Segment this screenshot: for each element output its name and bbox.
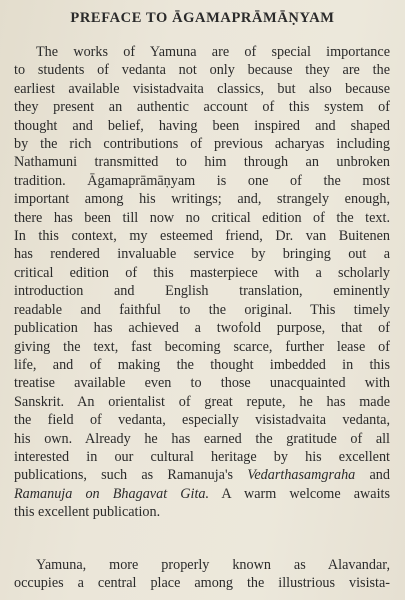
text-line: introduction and English translation, eminently [14, 283, 390, 300]
text-line: has rendered invaluable service by bringing out a [14, 246, 390, 263]
text-line: this excellent publication. [14, 504, 161, 521]
text-line: life, and of making the thought imbedded in this [14, 356, 390, 373]
text-line: they present an authentic account of this system of [14, 99, 390, 116]
text-line [14, 466, 390, 484]
text-line: occupies a central place among the illustrious visista- [14, 575, 390, 592]
text-line: his own. Already he has earned the gratitude of all [14, 430, 390, 447]
text-line: earliest available visistadvaita classics, but also because [14, 80, 390, 97]
text-line [14, 485, 390, 503]
text-line: the field of vedanta, especially visistadvaita vedanta, [14, 412, 390, 429]
text-line: by the rich contributions of previous acharyas including [14, 136, 390, 153]
text-line: giving the text, fast becoming scarce, further lease of [14, 338, 390, 355]
text-line: to students of vedanta not only because they are the [14, 62, 390, 79]
text-line: treatise available even to those unacquainted with [14, 375, 390, 392]
text-line: Sanskrit. An orientalist of great repute, he has made [14, 393, 390, 410]
text-line: interested in our cultural heritage by his excellent [14, 448, 390, 465]
text-line: publication has achieved a twofold purpose, that of [14, 320, 390, 337]
text-run: A warm welcome awaits [209, 485, 390, 502]
text-run: publications, such as Ramanuja's [14, 467, 248, 484]
text-line: The works of Yamuna are of special importance [36, 44, 390, 60]
book-title-vedarthasamgraha: Vedarthasamgraha [247, 467, 356, 484]
paragraph-2 [14, 556, 390, 593]
text-line: Nathamuni transmitted to him through an unbroken [14, 154, 390, 171]
text-line: readable and faithful to the original. This timely [14, 301, 390, 318]
book-title-ramanuja-gita: Ramanuja on Bhagavat Gita. [14, 485, 210, 502]
paragraph-1 [14, 43, 390, 522]
text-line: important among his writings; and, strangely enough, [14, 191, 390, 208]
text-line: critical edition of this masterpiece with a scholarly [14, 264, 390, 281]
text-line: In this context, my esteemed friend, Dr. van Buitenen [14, 228, 390, 245]
page-heading: PREFACE TO ĀGAMAPRĀMĀṆYAM [70, 10, 335, 26]
text-line: tradition. Āgamaprāmāṇyam is one of the most [14, 172, 390, 189]
text-line: thought and belief, having been inspired and shaped [14, 117, 390, 134]
text-line: there has been till now no critical edition of the text. [14, 209, 390, 226]
text-run: and [355, 467, 390, 484]
text-line: Yamuna, more properly known as Alavandar, [36, 557, 390, 573]
